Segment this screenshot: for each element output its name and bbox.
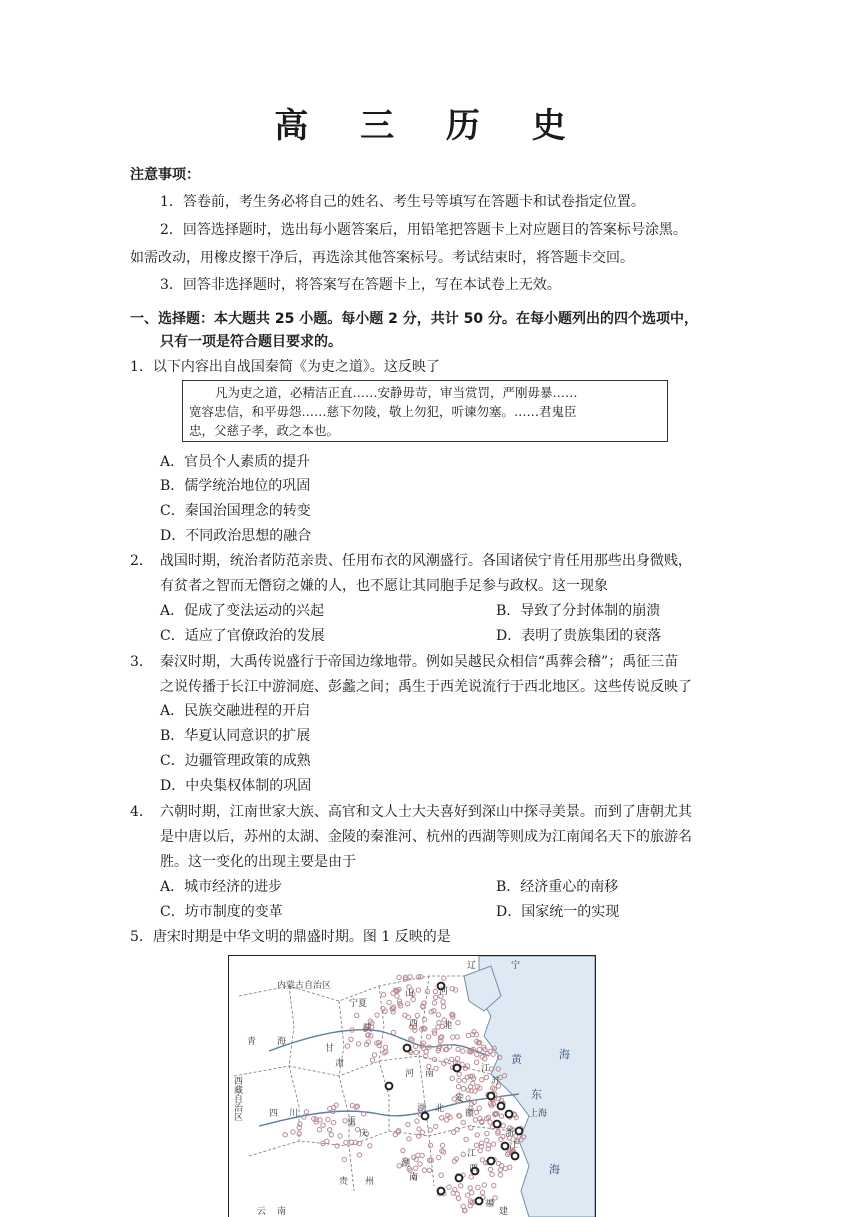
site-dot xyxy=(455,1192,459,1196)
site-dot xyxy=(426,1035,430,1039)
site-dot xyxy=(437,1021,441,1025)
site-dot xyxy=(480,1158,484,1162)
city-marker xyxy=(488,1093,495,1100)
city-marker xyxy=(512,1153,519,1160)
question-stem: 2． 战国时期，统治者防范亲贵、任用布衣的风潮盛行。各国诸侯宁肯任用那些出身微贱， xyxy=(130,553,692,569)
site-dot xyxy=(283,1133,287,1137)
site-dot xyxy=(372,1053,376,1057)
map-label: 南 xyxy=(409,1173,419,1183)
site-dot xyxy=(459,1184,463,1188)
site-dot xyxy=(499,1114,503,1118)
site-dot xyxy=(434,1124,438,1128)
site-dot xyxy=(456,1047,460,1051)
site-dot xyxy=(317,1128,321,1132)
site-dot xyxy=(508,1165,512,1169)
notice-heading: 注意事项： xyxy=(130,167,200,183)
notice-item: 1．答卷前，考生务必将自己的姓名、考生号等填写在答题卡和试卷指定位置。 xyxy=(160,194,645,210)
site-dot xyxy=(475,1052,479,1056)
site-dot xyxy=(451,1035,455,1039)
city-marker xyxy=(494,1121,501,1128)
map-label: 江 xyxy=(481,1064,491,1074)
site-dot xyxy=(436,1013,440,1017)
site-dot xyxy=(455,1035,459,1039)
site-dot xyxy=(401,1148,405,1152)
site-dot xyxy=(381,993,385,997)
site-dot xyxy=(456,1085,460,1089)
site-dot xyxy=(482,1183,486,1187)
map-label: 建 xyxy=(499,1207,509,1217)
site-dot xyxy=(478,1148,482,1152)
map-label: 宁夏 xyxy=(349,999,368,1009)
map-label: 南 xyxy=(277,1207,287,1217)
site-dot xyxy=(433,989,437,993)
map-label: 南 xyxy=(425,1069,435,1079)
site-dot xyxy=(432,1057,436,1061)
map-label: 甘 xyxy=(325,1044,335,1054)
site-dot xyxy=(441,1005,445,1009)
site-dot xyxy=(461,1120,465,1124)
site-dot xyxy=(332,1120,336,1124)
site-dot xyxy=(485,1138,489,1142)
map-label: 贵 xyxy=(339,1177,349,1187)
site-dot xyxy=(488,1120,492,1124)
map-label: 重 xyxy=(347,1117,357,1127)
site-dot xyxy=(387,1000,391,1004)
site-dot xyxy=(469,1175,473,1179)
site-dot xyxy=(342,1157,346,1161)
question-stem: 3． 秦汉时期，大禹传说盛行于帝国边缘地带。例如吴越民众相信“禹葬会稽”；禹征三苗 xyxy=(130,654,679,670)
city-marker xyxy=(506,1111,513,1118)
site-dot xyxy=(418,1162,422,1166)
option: C．边疆管理政策的成熟 xyxy=(160,753,311,769)
map-label: 内蒙古自治区 xyxy=(277,981,332,991)
figure-1-map xyxy=(228,955,596,1217)
map-label: 青 xyxy=(247,1037,257,1047)
question-stem: 胜。这一变化的出现主要是由于 xyxy=(160,854,356,870)
site-dot xyxy=(492,1183,496,1187)
map-label: 川 xyxy=(289,1109,299,1119)
site-dot xyxy=(456,1021,460,1025)
map-label: 肃 xyxy=(335,1059,345,1069)
city-marker xyxy=(516,1128,523,1135)
option: A．促成了变法运动的兴起 xyxy=(160,603,325,619)
site-dot xyxy=(420,1130,424,1134)
site-dot xyxy=(466,1096,470,1100)
question-stem: 1．以下内容出自战国秦简《为吏之道》。这反映了 xyxy=(130,359,440,375)
map-label: 北 xyxy=(443,1021,453,1031)
question-stem: 之说传播于长江中游洞庭、彭蠡之间；禹生于西羌说流行于西北地区。这些传说反映了 xyxy=(160,679,692,695)
option: B．儒学统治地位的巩固 xyxy=(160,478,311,494)
question-stem: 4． 六朝时期，江南世家大族、高官和文人士大夫喜好到深山中探寻美景。而到了唐朝尤其 xyxy=(130,804,692,820)
notice-item: 2．回答选择题时，选出每小题答案后，用铅笔把答题卡上对应题目的答案标号涂黑。 xyxy=(160,222,687,238)
map-label: 安 xyxy=(455,1094,465,1104)
site-dot xyxy=(496,1161,500,1165)
map-label: 浙 xyxy=(505,1129,515,1139)
site-dot xyxy=(391,1030,395,1034)
site-dot xyxy=(408,975,412,979)
site-dot xyxy=(436,1025,440,1029)
site-dot xyxy=(441,1000,445,1004)
site-dot xyxy=(421,1041,425,1045)
site-dot xyxy=(428,1143,432,1147)
site-dot xyxy=(468,1186,472,1190)
site-dot xyxy=(395,994,399,998)
city-marker xyxy=(438,1188,445,1195)
site-dot xyxy=(457,1072,461,1076)
site-dot xyxy=(450,1057,454,1061)
site-dot xyxy=(442,976,446,980)
site-dot xyxy=(328,1128,332,1132)
site-dot xyxy=(416,988,420,992)
map-label: 辽 xyxy=(467,961,477,971)
quote-line: 凡为吏之道，必精洁正直……安静毋苛，审当赏罚，严刚毋暴…… xyxy=(215,385,578,400)
site-dot xyxy=(355,1013,359,1017)
page-title: 高 三 历 史 xyxy=(274,106,586,146)
city-marker xyxy=(386,1083,393,1090)
map-label: 四 xyxy=(269,1109,279,1119)
city-marker xyxy=(498,1103,505,1110)
map-label-sea: 海 xyxy=(549,1163,560,1176)
site-dot xyxy=(434,1066,438,1070)
site-dot xyxy=(457,1078,461,1082)
site-dot xyxy=(375,1013,379,1017)
map-label: 海 xyxy=(277,1037,287,1047)
site-dot xyxy=(477,1106,481,1110)
site-dot xyxy=(407,1137,411,1141)
site-dot xyxy=(434,995,438,999)
option: B．导致了分封体制的崩溃 xyxy=(496,603,661,619)
option: D．不同政治思想的融合 xyxy=(160,528,312,544)
site-dot xyxy=(357,1153,361,1157)
map-label-sea: 海 xyxy=(559,1048,570,1061)
site-dot xyxy=(490,1172,494,1176)
site-dot xyxy=(491,1142,495,1146)
site-dot xyxy=(439,1173,443,1177)
site-dot xyxy=(427,1168,431,1172)
city-marker xyxy=(502,1143,509,1150)
site-dot xyxy=(368,1144,372,1148)
site-dot xyxy=(475,1133,479,1137)
site-dot xyxy=(356,1042,360,1046)
site-dot xyxy=(393,1132,397,1136)
option: C．适应了官僚政治的发展 xyxy=(160,628,325,644)
site-dot xyxy=(357,1141,361,1145)
site-dot xyxy=(466,1193,470,1197)
site-dot xyxy=(345,1044,349,1048)
site-dot xyxy=(344,1140,348,1144)
site-dot xyxy=(406,1122,410,1126)
map-label: 庆 xyxy=(359,1129,369,1139)
map-label-sea: 黄 xyxy=(511,1053,522,1066)
city-marker xyxy=(488,1158,495,1165)
site-dot xyxy=(338,1134,342,1138)
site-dot xyxy=(464,1137,468,1141)
notice-item: 3．回答非选择题时，将答案写在答题卡上，写在本试卷上无效。 xyxy=(160,277,561,293)
site-dot xyxy=(413,1044,417,1048)
map-label: 西 xyxy=(409,1019,419,1029)
option: B．经济重心的南移 xyxy=(496,879,619,895)
site-dot xyxy=(447,1185,451,1189)
site-dot xyxy=(440,1116,444,1120)
site-dot xyxy=(304,1110,308,1114)
map-label: 湖 xyxy=(401,1159,411,1169)
map-label: 北 xyxy=(435,1104,445,1114)
site-dot xyxy=(291,1130,295,1134)
map-label: 山 xyxy=(405,989,415,999)
option: B．华夏认同意识的扩展 xyxy=(160,728,311,744)
map-label: 西藏自治区 xyxy=(232,1076,242,1121)
site-dot xyxy=(456,1196,460,1200)
city-marker xyxy=(476,1198,483,1205)
map-label: 苏 xyxy=(491,1077,501,1087)
quote-line: 忠，父慈子孝，政之本也。 xyxy=(189,423,340,438)
map-label: 陕 xyxy=(363,1024,373,1034)
section-header: 一、选择题：本大题共 25 小题。每小题 2 分，共计 50 分。在每小题列出的四个选项中， xyxy=(130,311,698,327)
site-dot xyxy=(325,1139,329,1143)
site-dot xyxy=(428,1128,432,1132)
site-dot xyxy=(480,1078,484,1082)
site-dot xyxy=(484,1075,488,1079)
site-dot xyxy=(498,1173,502,1177)
map-label: 湖 xyxy=(417,1104,427,1114)
option: D．表明了贵族集团的衰落 xyxy=(496,628,662,644)
site-dot xyxy=(477,1047,481,1051)
site-dot xyxy=(466,1033,470,1037)
city-marker xyxy=(454,1065,461,1072)
site-dot xyxy=(480,1190,484,1194)
site-dot xyxy=(321,1123,325,1127)
province-border xyxy=(234,1056,491,1076)
site-dot xyxy=(415,1119,419,1123)
city-marker xyxy=(404,1045,411,1052)
site-dot xyxy=(326,1117,330,1121)
option: A．官员个人素质的提升 xyxy=(160,454,311,470)
notice-item: 如需改动，用橡皮擦干净后，再选涂其他答案标号。考试结束时，将答题卡交回。 xyxy=(130,250,634,266)
city-marker xyxy=(456,1175,463,1182)
option: D．中央集权体制的巩固 xyxy=(160,778,312,794)
quote-line: 宽容忠信，和平毋怨……慈下勿陵，敬上勿犯，听谏勿塞。……君鬼臣 xyxy=(189,404,577,419)
map-label: 徽 xyxy=(465,1109,475,1119)
question-stem: 是中唐以后，苏州的太湖、金陵的秦淮河、杭州的西湖等则成为江南闻名天下的旅游名 xyxy=(160,829,692,845)
option: A．城市经济的进步 xyxy=(160,879,283,895)
map-label: 福 xyxy=(485,1199,495,1209)
map-label: 河 xyxy=(439,987,449,997)
site-dot xyxy=(437,1155,441,1159)
option: D．国家统一的实现 xyxy=(496,904,620,920)
site-dot xyxy=(349,1037,353,1041)
site-dot xyxy=(405,1002,409,1006)
site-dot xyxy=(440,1143,444,1147)
site-dot xyxy=(370,1058,374,1062)
site-dot xyxy=(414,1050,418,1054)
site-dot xyxy=(476,1185,480,1189)
site-dot xyxy=(397,975,401,979)
site-dot xyxy=(491,1052,495,1056)
map-label: 云 xyxy=(257,1207,267,1217)
site-dot xyxy=(432,1001,436,1005)
option: C．坊市制度的变革 xyxy=(160,904,283,920)
map-label: 江 xyxy=(509,1141,519,1151)
map-label-sea: 东 xyxy=(531,1088,542,1101)
question-stem: 有贫者之智而无僭窃之嫌的人，也不愿让其同胞手足参与政权。这一现象 xyxy=(160,578,608,594)
site-dot xyxy=(485,1131,489,1135)
site-dot xyxy=(474,1060,478,1064)
option: A．民族交融进程的开启 xyxy=(160,703,311,719)
site-dot xyxy=(335,1144,339,1148)
site-dot xyxy=(424,1050,428,1054)
map-label: 宁 xyxy=(511,961,521,971)
site-dot xyxy=(329,1133,333,1137)
site-dot xyxy=(383,1045,387,1049)
site-dot xyxy=(422,1017,426,1021)
map-label: 江 xyxy=(467,1149,477,1159)
site-dot xyxy=(461,1049,465,1053)
site-dot xyxy=(422,1168,426,1172)
site-dot xyxy=(469,1126,473,1130)
site-dot xyxy=(334,1103,338,1107)
map-label: 西 xyxy=(469,1164,479,1174)
site-dot xyxy=(474,1110,478,1114)
map-label: 州 xyxy=(365,1177,375,1187)
option: C．秦国治国理念的转变 xyxy=(160,503,311,519)
site-dot xyxy=(461,1152,465,1156)
site-dot xyxy=(450,1076,454,1080)
quote-box xyxy=(182,380,668,442)
section-header: 只有一项是符合题目要求的。 xyxy=(160,334,342,350)
map-label: 上海 xyxy=(529,1109,548,1119)
site-dot xyxy=(488,1167,492,1171)
question-stem: 5．唐宋时期是中华文明的鼎盛时期。图 1 反映的是 xyxy=(130,929,451,945)
map-label: 河 xyxy=(405,1069,415,1079)
